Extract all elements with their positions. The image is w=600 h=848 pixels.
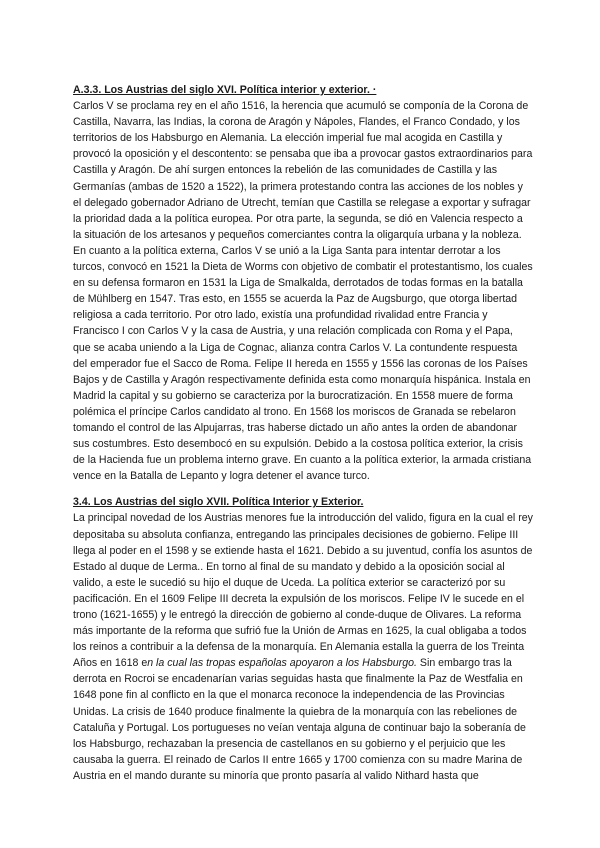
italic-text: n la cual las tropas españolas apoyaron a los Habsburgo. (147, 657, 417, 670)
section-austrias-xvii (73, 494, 533, 784)
section-body (73, 510, 533, 784)
body-text: La principal novedad de los Austrias menores fue la introducción del valido, figura en la cual el rey depositaba su absoluta confianza, entregando las principales decisiones de gobierno. Felipe III llega al poder en el 1598 y se extiende hasta el 1621. Debido a su juventud, confía los asuntos de Estado al duque de Lerma.. En torno al final de su mandato y debido a la oposición social al valido, a este le sucedió su hijo el duque de Uceda. La política exterior se caracterizó por su pacificación. En el 1609 Felipe III decreta la expulsión de los moriscos. Felipe IV le sucede en el trono (1621-1655) y le entregó la dirección de gobierno al conde-duque de Olivares. La reforma más importante de la reforma que sufrió fue la Unión de Armas en 1625, la cual obligaba a todos los reinos a contribuir a la defensa de la monarquía. En Alemania estalla la guerra de los Treinta Años en 1618 e (73, 512, 533, 670)
document-page (73, 82, 533, 784)
section-body: Carlos V se proclama rey en el año 1516, la herencia que acumuló se componía de la Corona de Castilla, Navarra, las Indias, la corona de Aragón y Nápoles, Flandes, el Franco Condado, y los territorios de los Habsburgo en Alemania. La elección imperial fue mal acogida en Castilla y provocó la oposición y el descontento: se pensaba que iba a provocar gastos extraordinarios para Castilla y Aragón. De ahí surgen entonces la rebelión de las comunidades de Castilla y las Germanías (ambas de 1520 a 1522), la primera protestando contra las acciones de los nobles y el delegado gobernador Adriano de Utrecht, temían que Castilla se relegase a exportar y sufragar la prioridad dada a la política europea. Por otra parte, la segunda, se dió en Valencia respecto a la situación de los artesanos y pequeños comerciantes contra la oligarquía urbana y la nobleza. En cuanto a la política externa, Carlos V se unió a la Liga Santa para intentar derrotar a los turcos, convocó en 1521 la Dieta de Worms con objetivo de combatir el protestantismo, los cuales en su defensa formaron en 1531 la Liga de Smalkalda, derrotados de todas formas en la batalla de Mühlberg en 1547. Tras esto, en 1555 se acuerda la Paz de Augsburgo, que otorga libertad religiosa a cada territorio. Por otro lado, existía una profundidad rivalidad entre Francia y Francisco I con Carlos V y la casa de Austria, y una relación complicada con Roma y el Papa, que se acaba uniendo a la Liga de Cognac, alianza contra Carlos V. La contundente respuesta del emperador fue el Sacco de Roma. Felipe II hereda en 1555 y 1556 las coronas de los Países Bajos y de Castilla y Aragón respectivamente definida esta como monarquía hispánica. Instala en Madrid la capital y su gobierno se caracteriza por la burocratización. En 1558 muere de forma polémica el príncipe Carlos candidato al trono. En 1568 los moriscos de Granada se rebelaron tomando el control de las Alpujarras, tras haberse dictado un año antes la orden de abandonar sus costumbres. Esto desembocó en su expulsión. Debido a la costosa política exterior, la crisis de la Hacienda fue un problema interno grave. En cuanto a la política exterior, la armada cristiana vence en la Batalla de Lepanto y logra detener el avance turco. (73, 100, 533, 483)
section-heading: 3.4. Los Austrias del siglo XVII. Política Interior y Exterior. (73, 496, 364, 509)
section-heading: A.3.3. Los Austrias del siglo XVI. Política interior y exterior. · (73, 84, 377, 96)
body-text: Sin embargo tras la derrota en Rocroi se encadenarían varias seguidas hasta que finalmente la Paz de Westfalia en 1648 pone fin al conflicto en la que el monarca reconoce la independencia de las Provincias Unidas. La crisis de 1640 produce finalmente la quiebra de la monarquía con las rebeliones de Cataluña y Portugal. Los portugueses no veían ventaja alguna de continuar bajo la soberanía de los Habsburgo, rechazaban la presencia de castellanos en su gobierno y el perjuicio que les causaba la guerra. El reinado de Carlos II entre 1665 y 1700 comienza con su madre Marina de Austria en el mando durante su minoría que pronto pasaría al valido Nithard hasta que (73, 657, 526, 782)
section-austrias-xvi (73, 82, 533, 484)
